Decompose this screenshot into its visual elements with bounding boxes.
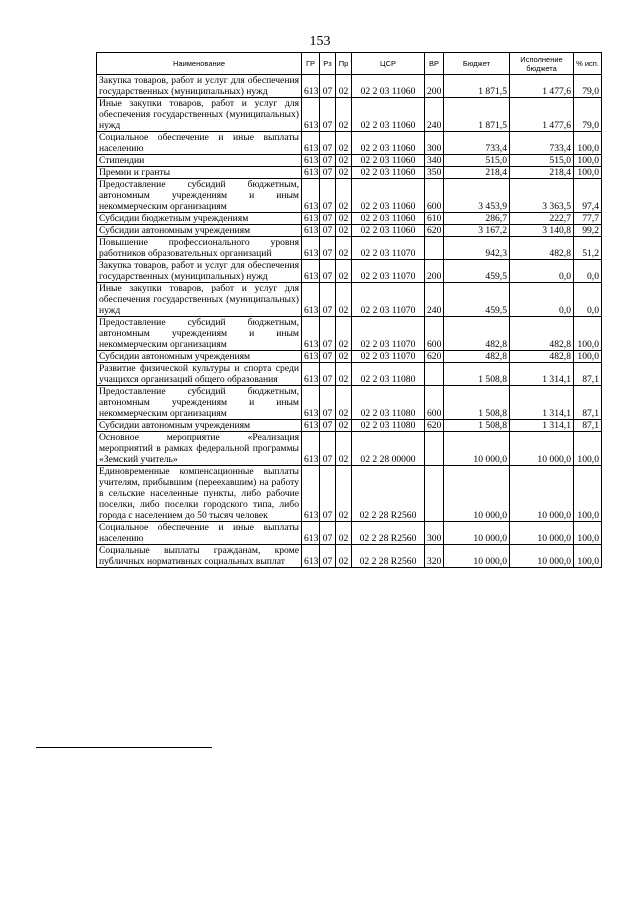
cell-gr: 613 [302,420,320,432]
cell-csr: 02 2 03 11060 [352,213,425,225]
cell-percent: 100,0 [574,522,602,545]
table-row [97,155,602,167]
cell-vr: 600 [425,386,444,420]
cell-execution: 482,8 [510,237,574,260]
table-header-row [97,53,602,75]
cell-pr: 02 [336,363,352,386]
header-percent: % исп. [574,53,602,75]
cell-percent: 79,0 [574,75,602,98]
cell-gr: 613 [302,466,320,522]
cell-rz: 07 [320,167,336,179]
cell-vr: 200 [425,260,444,283]
cell-csr: 02 2 28 R2560 [352,522,425,545]
cell-rz: 07 [320,420,336,432]
cell-csr: 02 2 03 11070 [352,317,425,351]
cell-rz: 07 [320,283,336,317]
cell-vr [425,363,444,386]
page-number: 153 [309,34,331,49]
cell-rz: 07 [320,213,336,225]
cell-pr: 02 [336,167,352,179]
cell-csr: 02 2 03 11060 [352,132,425,155]
cell-budget: 1 871,5 [444,98,510,132]
cell-name: Основное мероприятие «Реализация мероприятий в рамках федеральной программы «Земский учитель» [97,432,302,466]
cell-name: Предоставление субсидий бюджетным, автономным учреждениям и иным некоммерческим организациям [97,179,302,213]
cell-rz: 07 [320,466,336,522]
cell-csr: 02 2 03 11070 [352,283,425,317]
cell-vr: 300 [425,522,444,545]
cell-percent: 100,0 [574,155,602,167]
cell-vr: 620 [425,420,444,432]
footnote-divider [36,747,212,748]
cell-name: Субсидии автономным учреждениям [97,225,302,237]
table-row [97,363,602,386]
cell-name: Премии и гранты [97,167,302,179]
header-pr: Пр [336,53,352,75]
cell-name: Иные закупки товаров, работ и услуг для обеспечения государственных (муниципальных) нужд [97,98,302,132]
cell-budget: 1 508,8 [444,363,510,386]
cell-budget: 3 453,9 [444,179,510,213]
budget-execution-table [96,52,602,568]
table-row [97,132,602,155]
header-vr: ВР [425,53,444,75]
table-row [97,432,602,466]
cell-rz: 07 [320,179,336,213]
cell-gr: 613 [302,167,320,179]
cell-name: Развитие физической культуры и спорта среди учащихся организаций общего образования [97,363,302,386]
cell-vr: 340 [425,155,444,167]
cell-budget: 459,5 [444,283,510,317]
cell-rz: 07 [320,363,336,386]
cell-csr: 02 2 03 11080 [352,420,425,432]
cell-percent: 100,0 [574,317,602,351]
cell-name: Субсидии автономным учреждениям [97,351,302,363]
table-row [97,225,602,237]
header-name: Наименование [97,53,302,75]
cell-rz: 07 [320,260,336,283]
cell-name: Предоставление субсидий бюджетным, автономным учреждениям и иным некоммерческим организациям [97,317,302,351]
cell-csr: 02 2 03 11060 [352,75,425,98]
table-row [97,386,602,420]
cell-vr [425,237,444,260]
cell-vr: 600 [425,317,444,351]
cell-percent: 87,1 [574,363,602,386]
cell-percent: 100,0 [574,351,602,363]
cell-name: Единовременные компенсационные выплаты учителям, прибывшим (переехавшим) на работу в сельские населенные пункты, либо рабочие поселки, либо поселки городского типа, либо города с населением до 50 тысяч человек [97,466,302,522]
cell-budget: 10 000,0 [444,522,510,545]
cell-budget: 459,5 [444,260,510,283]
cell-name: Предоставление субсидий бюджетным, автономным учреждениям и иным некоммерческим организациям [97,386,302,420]
cell-csr: 02 2 28 R2560 [352,466,425,522]
header-execution: Исполнение бюджета [510,53,574,75]
cell-budget: 3 167,2 [444,225,510,237]
cell-percent: 51,2 [574,237,602,260]
cell-execution: 482,8 [510,351,574,363]
cell-csr: 02 2 03 11060 [352,225,425,237]
cell-execution: 10 000,0 [510,545,574,568]
table-row [97,213,602,225]
cell-name: Социальные выплаты гражданам, кроме публичных нормативных социальных выплат [97,545,302,568]
cell-csr: 02 2 03 11060 [352,155,425,167]
cell-gr: 613 [302,351,320,363]
cell-csr: 02 2 28 00000 [352,432,425,466]
cell-csr: 02 2 03 11080 [352,363,425,386]
cell-name: Субсидии бюджетным учреждениям [97,213,302,225]
cell-vr: 620 [425,351,444,363]
cell-execution: 0,0 [510,283,574,317]
cell-gr: 613 [302,283,320,317]
table-row [97,75,602,98]
cell-gr: 613 [302,545,320,568]
cell-budget: 10 000,0 [444,466,510,522]
cell-budget: 1 508,8 [444,386,510,420]
table-row [97,237,602,260]
cell-percent: 0,0 [574,283,602,317]
cell-name: Иные закупки товаров, работ и услуг для обеспечения государственных (муниципальных) нужд [97,283,302,317]
cell-csr: 02 2 03 11060 [352,167,425,179]
cell-execution: 1 314,1 [510,420,574,432]
cell-percent: 100,0 [574,466,602,522]
cell-pr: 02 [336,179,352,213]
table-row [97,522,602,545]
cell-percent: 100,0 [574,432,602,466]
cell-pr: 02 [336,132,352,155]
cell-execution: 3 140,8 [510,225,574,237]
cell-execution: 482,8 [510,317,574,351]
cell-budget: 1 871,5 [444,75,510,98]
header-gr: ГР [302,53,320,75]
cell-csr: 02 2 03 11070 [352,237,425,260]
cell-budget: 1 508,8 [444,420,510,432]
cell-percent: 79,0 [574,98,602,132]
cell-percent: 87,1 [574,420,602,432]
cell-name: Социальное обеспечение и иные выплаты населению [97,522,302,545]
cell-percent: 97,4 [574,179,602,213]
table-row [97,98,602,132]
cell-csr: 02 2 03 11070 [352,351,425,363]
cell-execution: 10 000,0 [510,466,574,522]
cell-pr: 02 [336,283,352,317]
cell-vr: 600 [425,179,444,213]
cell-execution: 222,7 [510,213,574,225]
cell-execution: 515,0 [510,155,574,167]
cell-vr: 320 [425,545,444,568]
cell-rz: 07 [320,432,336,466]
cell-budget: 515,0 [444,155,510,167]
cell-rz: 07 [320,155,336,167]
cell-budget: 10 000,0 [444,432,510,466]
cell-vr: 300 [425,132,444,155]
cell-percent: 100,0 [574,167,602,179]
header-csr: ЦСР [352,53,425,75]
cell-pr: 02 [336,432,352,466]
header-rz: Рз [320,53,336,75]
cell-budget: 482,8 [444,317,510,351]
cell-name: Субсидии автономным учреждениям [97,420,302,432]
cell-gr: 613 [302,386,320,420]
cell-rz: 07 [320,351,336,363]
table-row [97,420,602,432]
cell-csr: 02 2 03 11080 [352,386,425,420]
cell-csr: 02 2 03 11060 [352,179,425,213]
cell-rz: 07 [320,75,336,98]
cell-gr: 613 [302,132,320,155]
cell-rz: 07 [320,545,336,568]
table-row [97,351,602,363]
cell-budget: 286,7 [444,213,510,225]
table-row [97,260,602,283]
cell-budget: 942,3 [444,237,510,260]
cell-execution: 10 000,0 [510,522,574,545]
cell-gr: 613 [302,432,320,466]
cell-vr: 620 [425,225,444,237]
cell-gr: 613 [302,98,320,132]
cell-gr: 613 [302,213,320,225]
cell-percent: 0,0 [574,260,602,283]
cell-pr: 02 [336,545,352,568]
cell-vr: 610 [425,213,444,225]
cell-gr: 613 [302,75,320,98]
cell-pr: 02 [336,466,352,522]
cell-rz: 07 [320,237,336,260]
cell-gr: 613 [302,237,320,260]
cell-pr: 02 [336,317,352,351]
cell-budget: 733,4 [444,132,510,155]
cell-vr [425,466,444,522]
cell-rz: 07 [320,317,336,351]
cell-name: Социальное обеспечение и иные выплаты населению [97,132,302,155]
cell-pr: 02 [336,260,352,283]
cell-percent: 99,2 [574,225,602,237]
cell-pr: 02 [336,98,352,132]
table-row [97,317,602,351]
cell-gr: 613 [302,179,320,213]
cell-pr: 02 [336,522,352,545]
table-row [97,545,602,568]
cell-pr: 02 [336,75,352,98]
cell-pr: 02 [336,237,352,260]
cell-vr: 350 [425,167,444,179]
cell-gr: 613 [302,317,320,351]
cell-vr [425,432,444,466]
cell-execution: 1 477,6 [510,98,574,132]
cell-rz: 07 [320,132,336,155]
cell-rz: 07 [320,386,336,420]
cell-execution: 1 314,1 [510,386,574,420]
table-row [97,179,602,213]
cell-percent: 87,1 [574,386,602,420]
cell-pr: 02 [336,351,352,363]
table-body [97,75,602,568]
cell-vr: 240 [425,98,444,132]
cell-vr: 200 [425,75,444,98]
cell-gr: 613 [302,260,320,283]
table-row [97,167,602,179]
cell-pr: 02 [336,420,352,432]
cell-execution: 733,4 [510,132,574,155]
cell-execution: 3 363,5 [510,179,574,213]
cell-rz: 07 [320,98,336,132]
cell-pr: 02 [336,213,352,225]
cell-gr: 613 [302,522,320,545]
cell-percent: 100,0 [574,545,602,568]
cell-execution: 10 000,0 [510,432,574,466]
cell-gr: 613 [302,225,320,237]
cell-pr: 02 [336,225,352,237]
cell-pr: 02 [336,386,352,420]
cell-execution: 218,4 [510,167,574,179]
cell-budget: 482,8 [444,351,510,363]
cell-execution: 0,0 [510,260,574,283]
cell-csr: 02 2 28 R2560 [352,545,425,568]
table-row [97,283,602,317]
cell-execution: 1 477,6 [510,75,574,98]
cell-name: Повышение профессионального уровня работников образовательных организаций [97,237,302,260]
cell-rz: 07 [320,522,336,545]
cell-budget: 218,4 [444,167,510,179]
cell-vr: 240 [425,283,444,317]
cell-name: Закупка товаров, работ и услуг для обеспечения государственных (муниципальных) нужд [97,260,302,283]
cell-execution: 1 314,1 [510,363,574,386]
cell-gr: 613 [302,363,320,386]
cell-percent: 77,7 [574,213,602,225]
cell-name: Закупка товаров, работ и услуг для обеспечения государственных (муниципальных) нужд [97,75,302,98]
cell-rz: 07 [320,225,336,237]
cell-name: Стипендии [97,155,302,167]
table-row [97,466,602,522]
cell-pr: 02 [336,155,352,167]
cell-csr: 02 2 03 11070 [352,260,425,283]
cell-budget: 10 000,0 [444,545,510,568]
cell-percent: 100,0 [574,132,602,155]
header-budget: Бюджет [444,53,510,75]
cell-gr: 613 [302,155,320,167]
cell-csr: 02 2 03 11060 [352,98,425,132]
